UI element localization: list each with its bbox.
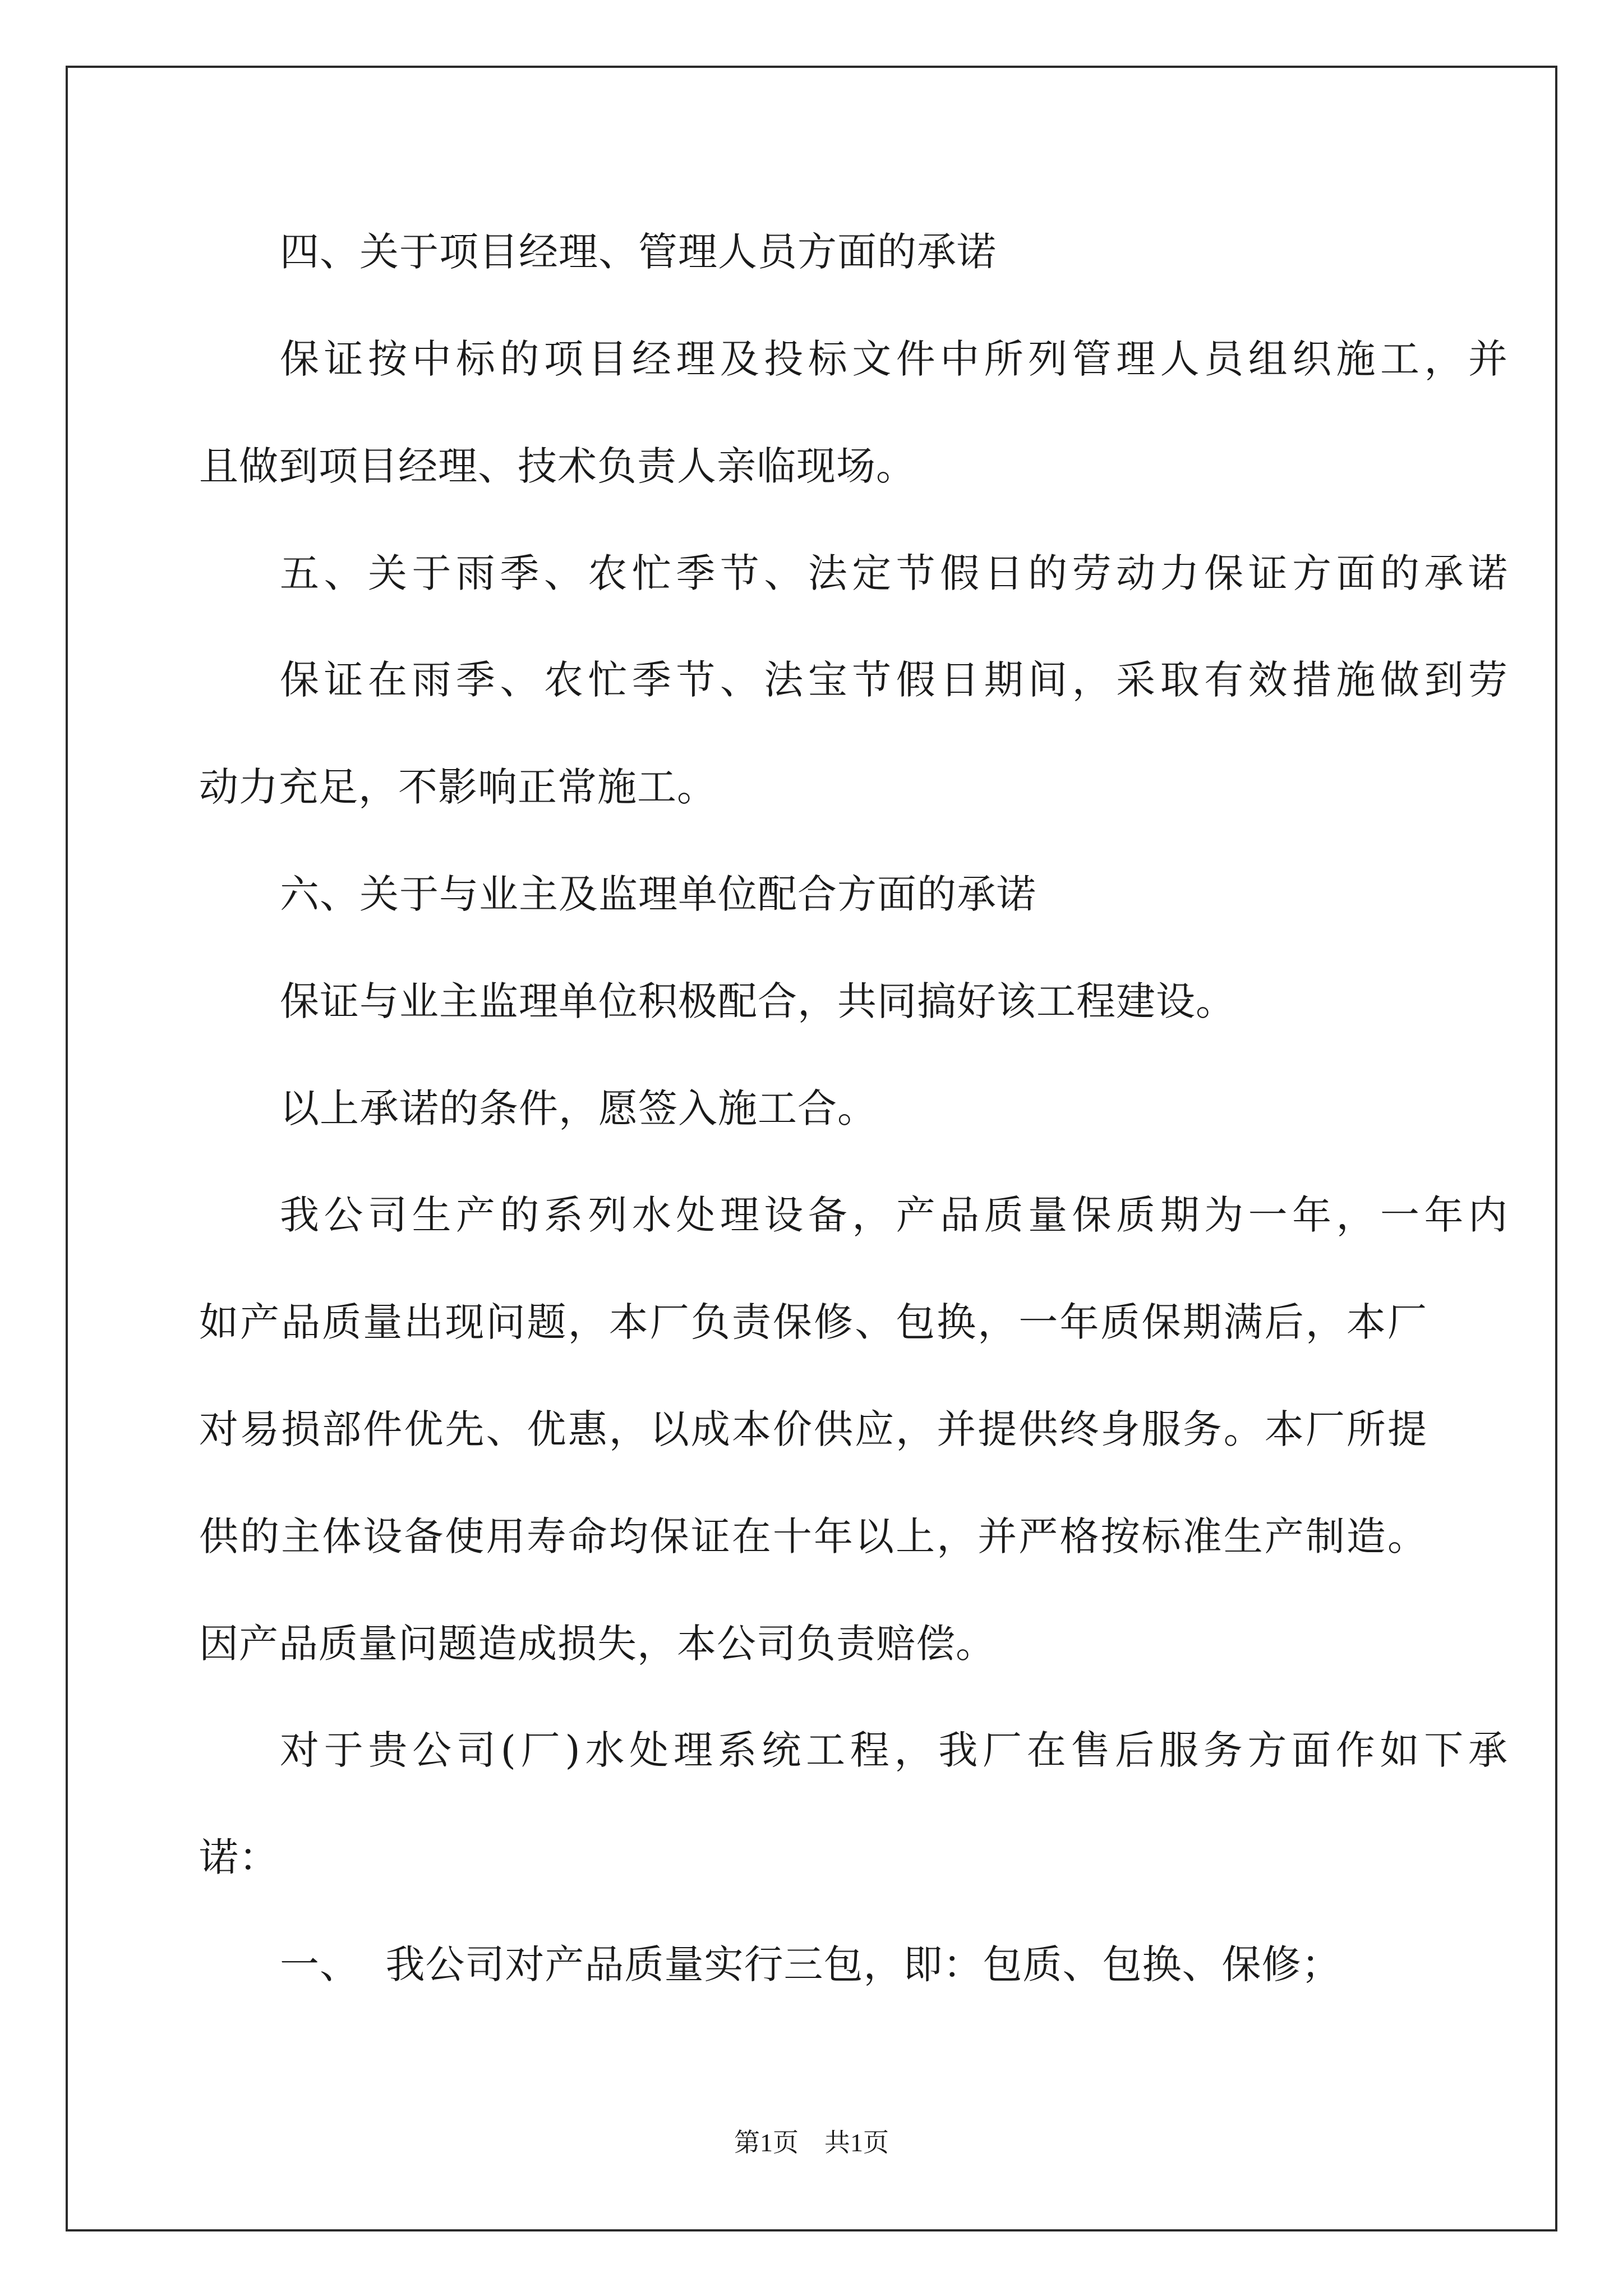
section-heading-4: 四、关于项目经理、管理人员方面的承诺 [280, 229, 997, 275]
paragraph-line: 保证在雨季、农忙季节、法宝节假日期间，采取有效措施做到劳 [280, 657, 1508, 703]
paragraph-line: 如产品质量出现问题，本厂负责保修、包换，一年质保期满后，本厂 [199, 1299, 1427, 1345]
paragraph-line: 我公司生产的系列水处理设备，产品质量保质期为一年，一年内 [280, 1192, 1508, 1238]
page-footer: 第1页 共1页 [734, 2128, 889, 2157]
paragraph-line: 以上承诺的条件，愿签入施工合。 [280, 1085, 877, 1131]
paragraph-line: 动力充足，不影响正常施工。 [199, 764, 717, 810]
paragraph-line: 对于贵公司(厂)水处理系统工程，我厂在售后服务方面作如下承 [280, 1727, 1508, 1773]
section-heading-6: 六、关于与业主及监理单位配合方面的承诺 [280, 871, 1036, 917]
paragraph-line: 保证与业主监理单位积极配合，共同搞好该工程建设。 [280, 978, 1235, 1024]
paragraph-line: 因产品质量问题造成损失，本公司负责赔偿。 [199, 1621, 995, 1667]
list-item-1: 一、 我公司对产品质量实行三包，即：包质、包换、保修； [280, 1941, 1341, 1987]
paragraph-line: 且做到项目经理、技术负责人亲临现场。 [199, 443, 916, 489]
paragraph-line: 诺： [199, 1834, 279, 1880]
paragraph-line: 供的主体设备使用寿命均保证在十年以上，并严格按标准生产制造。 [199, 1513, 1427, 1559]
page-border [66, 66, 1557, 2231]
paragraph-line: 对易损部件优先、优惠，以成本价供应，并提供终身服务。本厂所提 [199, 1406, 1427, 1452]
paragraph-line: 保证按中标的项目经理及投标文件中所列管理人员组织施工，并 [280, 336, 1508, 382]
section-heading-5: 五、关于雨季、农忙季节、法定节假日的劳动力保证方面的承诺 [280, 550, 1508, 596]
